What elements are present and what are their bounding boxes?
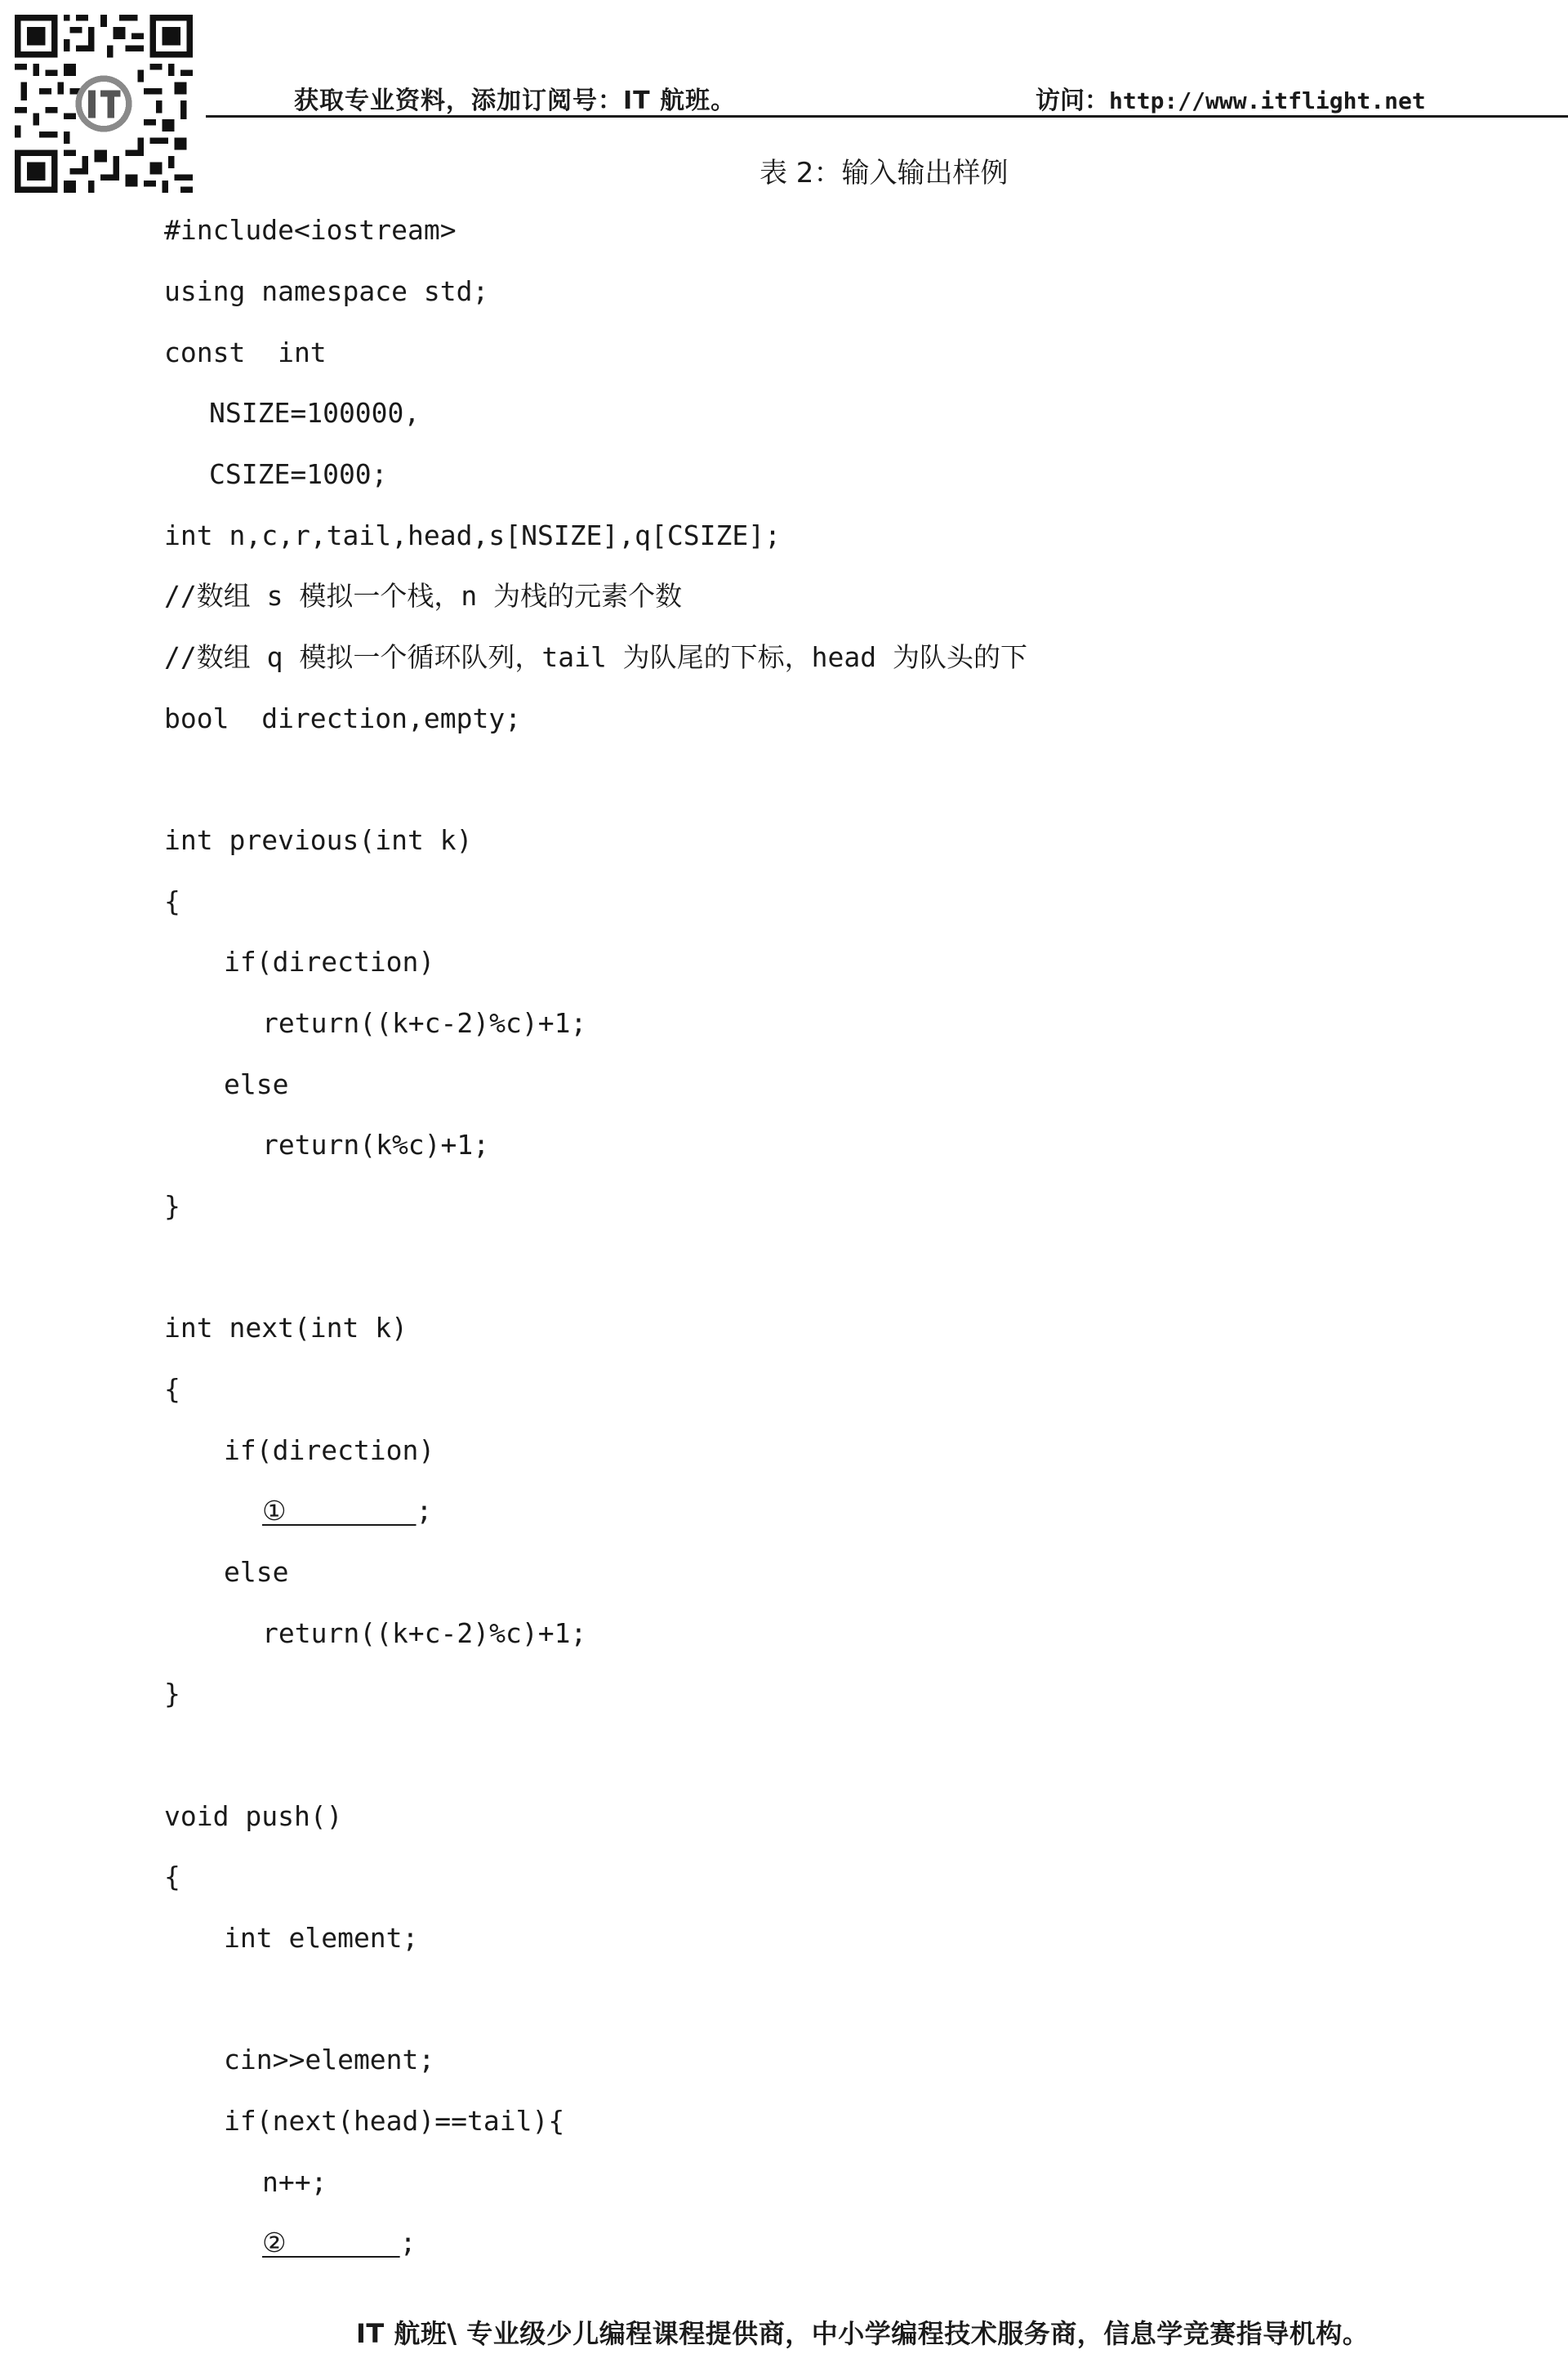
code-line: else bbox=[224, 1068, 289, 1100]
code-comment: //数组 s 模拟一个栈，n 为栈的元素个数 bbox=[164, 580, 683, 612]
code-line: #include<iostream> bbox=[164, 214, 457, 246]
header-visit-label: 访问： bbox=[1036, 87, 1109, 115]
footer-text: IT 航班\ 专业级少儿编程课程提供商，中小学编程技术服务商，信息学竞赛指导机构。 bbox=[356, 2318, 1370, 2349]
code-line: int previous(int k) bbox=[164, 824, 473, 856]
code-line: } bbox=[164, 1678, 180, 1710]
code-line: n++; bbox=[262, 2166, 327, 2198]
code-line-blank bbox=[262, 1495, 432, 1527]
code-line: NSIZE=100000, bbox=[209, 397, 421, 429]
header-promo-text: 获取专业资料，添加订阅号：IT 航班。 bbox=[294, 87, 737, 115]
code-semicolon: ; bbox=[399, 2227, 416, 2258]
header-visit bbox=[1036, 80, 1426, 116]
code-semicolon: ; bbox=[416, 1495, 433, 1527]
code-line: { bbox=[164, 1861, 180, 1893]
table-caption: 表 2：输入输出样例 bbox=[760, 157, 1009, 189]
fill-in-blank-1: ① bbox=[262, 1495, 416, 1527]
code-line: } bbox=[164, 1190, 180, 1222]
code-line: { bbox=[164, 885, 180, 917]
fill-in-blank-2: ② bbox=[262, 2227, 400, 2258]
code-line: else bbox=[224, 1556, 289, 1588]
code-line: if(direction) bbox=[224, 1434, 435, 1466]
code-line: cin>>element; bbox=[224, 2044, 435, 2075]
qr-code-icon bbox=[15, 15, 193, 193]
header-url-link[interactable]: http://www.itflight.net bbox=[1109, 87, 1426, 114]
code-line: if(next(head)==tail){ bbox=[224, 2105, 565, 2137]
code-line: int element; bbox=[224, 1922, 419, 1954]
code-line: CSIZE=1000; bbox=[209, 458, 388, 490]
code-line: return((k+c-2)%c)+1; bbox=[262, 1617, 587, 1649]
code-line: return(k%c)+1; bbox=[262, 1129, 490, 1161]
code-line: { bbox=[164, 1373, 180, 1405]
code-line: const int bbox=[164, 337, 327, 368]
header-divider bbox=[206, 115, 1568, 118]
code-line: return((k+c-2)%c)+1; bbox=[262, 1007, 587, 1039]
code-line: void push() bbox=[164, 1800, 343, 1832]
code-line: using namespace std; bbox=[164, 275, 489, 307]
code-line: bool direction,empty; bbox=[164, 702, 522, 734]
code-comment: //数组 q 模拟一个循环队列，tail 为队尾的下标，head 为队头的下 bbox=[164, 641, 1028, 673]
code-line: int n,c,r,tail,head,s[NSIZE],q[CSIZE]; bbox=[164, 519, 781, 551]
code-line-blank bbox=[262, 2227, 416, 2259]
code-line: int next(int k) bbox=[164, 1312, 408, 1344]
code-line: if(direction) bbox=[224, 946, 435, 978]
